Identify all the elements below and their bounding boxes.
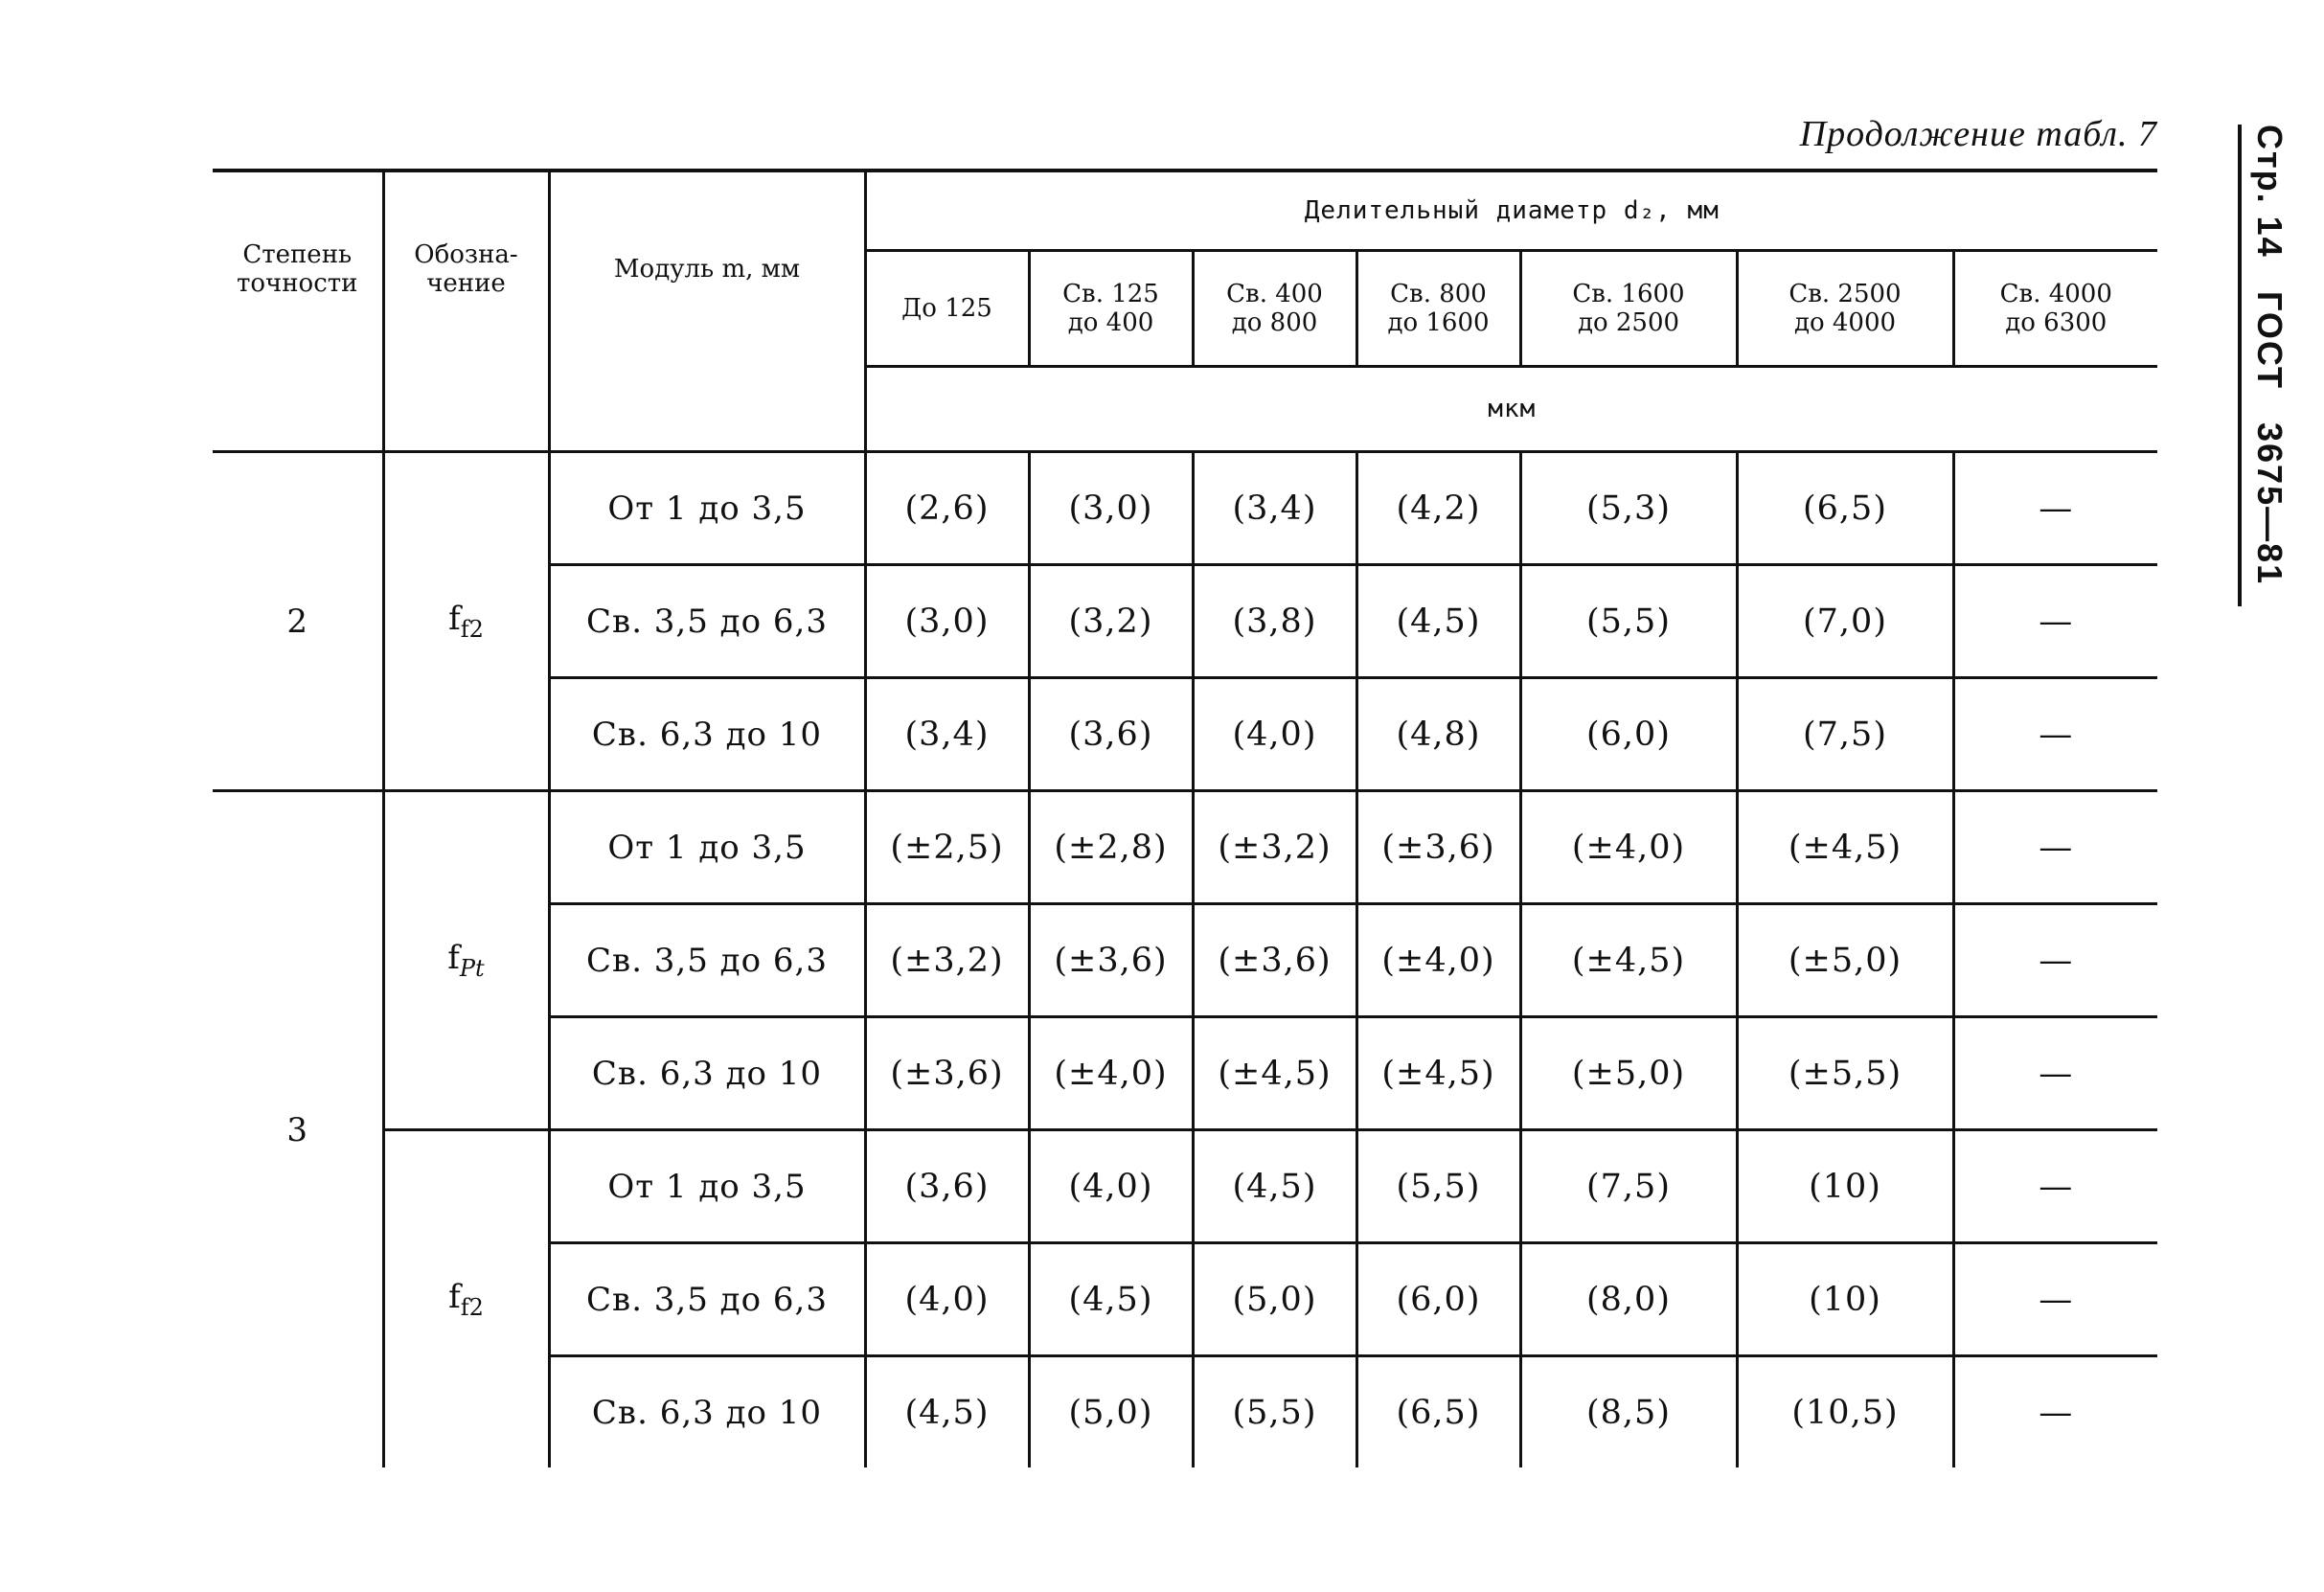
value-cell: (5,5) xyxy=(1356,1130,1520,1243)
header-range-7: Св. 4000 до 6300 xyxy=(1953,251,2157,367)
value-cell: (±5,0) xyxy=(1520,1017,1737,1130)
value-cell: (4,0) xyxy=(1029,1130,1193,1243)
module-cell: От 1 до 3,5 xyxy=(549,791,865,904)
symbol-subscript: f2 xyxy=(460,1294,484,1321)
symbol-letter: f xyxy=(448,600,461,638)
symbol-letter: f xyxy=(448,1278,461,1316)
value-cell: (4,5) xyxy=(1193,1130,1356,1243)
page-number: Стр. 14 xyxy=(2250,125,2290,259)
value-cell: (6,0) xyxy=(1356,1243,1520,1356)
value-cell: (7,5) xyxy=(1737,678,1953,791)
value-cell: (4,5) xyxy=(865,1356,1029,1468)
header-degree-end xyxy=(213,367,383,452)
value-cell: (4,0) xyxy=(865,1243,1029,1356)
value-cell: (3,4) xyxy=(865,678,1029,791)
value-cell: (±3,2) xyxy=(865,904,1029,1017)
header-range-4: Св. 800 до 1600 xyxy=(1356,251,1520,367)
value-cell: (3,6) xyxy=(1029,678,1193,791)
value-cell: (5,5) xyxy=(1193,1356,1356,1468)
module-cell: Св. 3,5 до 6,3 xyxy=(549,565,865,678)
symbol-letter: f xyxy=(447,939,460,977)
header-range-3: Св. 400 до 800 xyxy=(1193,251,1356,367)
value-cell: (8,5) xyxy=(1520,1356,1737,1468)
value-cell: (±4,0) xyxy=(1029,1017,1193,1130)
value-cell: (3,6) xyxy=(865,1130,1029,1243)
value-cell: (±3,2) xyxy=(1193,791,1356,904)
value-cell: (10,5) xyxy=(1737,1356,1953,1468)
value-cell: (±5,0) xyxy=(1737,904,1953,1017)
value-cell: (7,0) xyxy=(1737,565,1953,678)
module-cell: От 1 до 3,5 xyxy=(549,1130,865,1243)
value-cell: (±3,6) xyxy=(1029,904,1193,1017)
header-range-2: Св. 125 до 400 xyxy=(1029,251,1193,367)
value-cell: (4,0) xyxy=(1193,678,1356,791)
header-symbol-end xyxy=(383,367,549,452)
value-cell: (±4,5) xyxy=(1520,904,1737,1017)
value-cell: (±2,8) xyxy=(1029,791,1193,904)
value-cell: — xyxy=(1953,1017,2157,1130)
header-range-5: Св. 1600 до 2500 xyxy=(1520,251,1737,367)
value-cell: (3,4) xyxy=(1193,452,1356,565)
header-module-end xyxy=(549,367,865,452)
header-degree: Степень точности xyxy=(213,172,383,367)
value-cell: (3,2) xyxy=(1029,565,1193,678)
value-cell: (3,0) xyxy=(865,565,1029,678)
value-cell: (±5,5) xyxy=(1737,1017,1953,1130)
value-cell: (2,6) xyxy=(865,452,1029,565)
value-cell: — xyxy=(1953,1243,2157,1356)
value-cell: (5,0) xyxy=(1193,1243,1356,1356)
value-cell: (3,8) xyxy=(1193,565,1356,678)
symbol-subscript: Pt xyxy=(459,955,485,982)
degree-cell: 2 xyxy=(213,452,383,791)
value-cell: (3,0) xyxy=(1029,452,1193,565)
symbol-subscript: f2 xyxy=(460,616,484,643)
header-unit: мкм xyxy=(865,367,2157,452)
header-range-1: До 125 xyxy=(865,251,1029,367)
value-cell: — xyxy=(1953,565,2157,678)
header-module: Модуль m, мм xyxy=(549,172,865,367)
value-cell: — xyxy=(1953,904,2157,1017)
value-cell: (±3,6) xyxy=(865,1017,1029,1130)
header-diameter-group: Делительный диаметр d₂, мм xyxy=(865,172,2157,251)
module-cell: Св. 6,3 до 10 xyxy=(549,1017,865,1130)
value-cell: (8,0) xyxy=(1520,1243,1737,1356)
value-cell: (4,5) xyxy=(1356,565,1520,678)
value-cell: — xyxy=(2039,1393,2074,1432)
value-cell: (±3,6) xyxy=(1356,791,1520,904)
value-cell: — xyxy=(1953,1130,2157,1243)
value-cell: (±4,0) xyxy=(1520,791,1737,904)
value-cell: (±4,5) xyxy=(1193,1017,1356,1130)
value-cell: (4,8) xyxy=(1356,678,1520,791)
value-cell: (±3,6) xyxy=(1193,904,1356,1017)
value-cell: (5,0) xyxy=(1029,1356,1193,1468)
value-cell: (4,2) xyxy=(1356,452,1520,565)
symbol-cell xyxy=(383,452,549,791)
header-range-6: Св. 2500 до 4000 xyxy=(1737,251,1953,367)
value-cell: (±4,5) xyxy=(1737,791,1953,904)
value-cell: (4,5) xyxy=(1029,1243,1193,1356)
value-cell: (5,5) xyxy=(1520,565,1737,678)
module-cell: Св. 3,5 до 6,3 xyxy=(549,904,865,1017)
value-cell: (±4,0) xyxy=(1356,904,1520,1017)
value-cell: — xyxy=(1953,678,2157,791)
value-cell: (±4,5) xyxy=(1356,1017,1520,1130)
value-cell: (6,0) xyxy=(1520,678,1737,791)
value-cell: (5,3) xyxy=(1520,452,1737,565)
value-cell: (6,5) xyxy=(1737,452,1953,565)
value-cell: — xyxy=(1953,452,2157,565)
module-cell: От 1 до 3,5 xyxy=(549,452,865,565)
symbol-cell xyxy=(383,791,549,1130)
standard-number: 3675—81 xyxy=(2250,421,2290,585)
value-cell: (±2,5) xyxy=(865,791,1029,904)
value-cell: (6,5) xyxy=(1356,1356,1520,1468)
value-cell: (10) xyxy=(1737,1243,1953,1356)
value-cell: (10) xyxy=(1737,1130,1953,1243)
standard-name: ГОСТ xyxy=(2250,290,2290,390)
value-cell: — xyxy=(1953,791,2157,904)
page-side-label xyxy=(2238,125,2290,606)
degree-cell: 3 xyxy=(213,791,383,1468)
module-cell: Св. 6,3 до 10 xyxy=(549,678,865,791)
module-cell: Св. 6,3 до 10 xyxy=(549,1356,865,1468)
module-cell: Св. 3,5 до 6,3 xyxy=(549,1243,865,1356)
symbol-cell xyxy=(383,1130,549,1468)
value-cell: (7,5) xyxy=(1520,1130,1737,1243)
tolerance-table xyxy=(213,172,2157,1467)
table-caption: Продолжение табл. 7 xyxy=(1799,114,2157,154)
header-symbol: Обозна- чение xyxy=(383,172,549,367)
